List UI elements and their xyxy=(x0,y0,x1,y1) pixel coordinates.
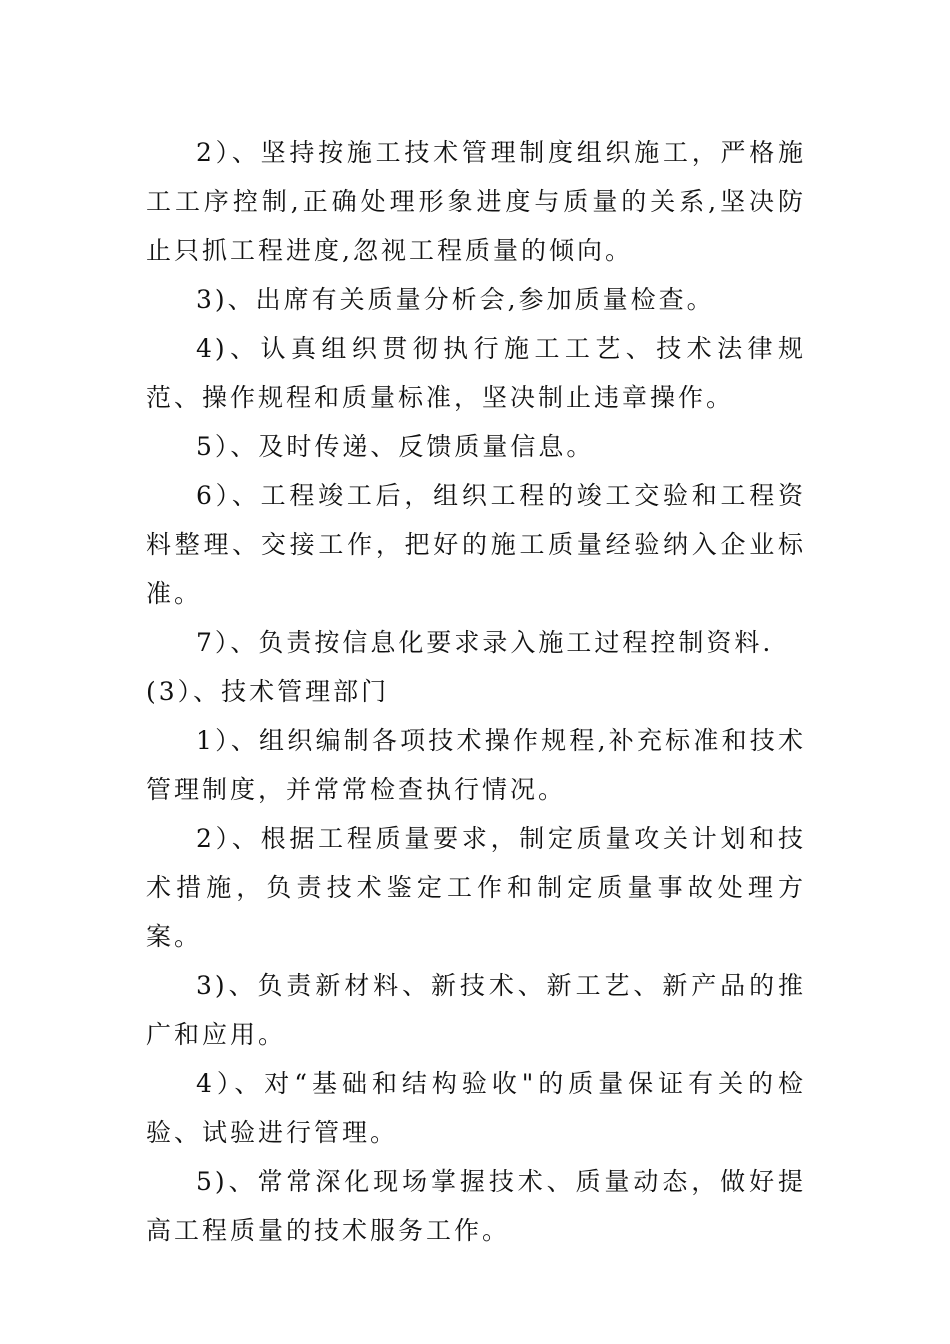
tech-item-3: 3)、负责新材料、新技术、新工艺、新产品的推广和应用。 xyxy=(146,971,806,1049)
tech-item-1: 1）、组织编制各项技术操作规程,补充标准和技术管理制度，并常常检查执行情况。 xyxy=(146,726,806,804)
tech-item-5: 5)、常常深化现场掌握技术、质量动态，做好提高工程质量的技术服务工作。 xyxy=(146,1167,806,1245)
tech-item-2: 2）、根据工程质量要求，制定质量攻关计划和技术措施，负责技术鉴定工作和制定质量事故处理方案。 xyxy=(146,824,806,951)
paragraph-item-5: 5）、及时传递、反馈质量信息。 xyxy=(196,432,595,461)
paragraph-item-7: 7）、负责按信息化要求录入施工过程控制资料. xyxy=(196,628,774,657)
section-heading-tech-dept: (3）、技术管理部门 xyxy=(146,677,390,706)
paragraph-item-2: 2）、坚持按施工技术管理制度组织施工，严格施工工序控制,正确处理形象进度与质量的关系,坚决防止只抓工程进度,忽视工程质量的倾向。 xyxy=(146,138,806,265)
tech-item-4: 4）、对“基础和结构验收"的质量保证有关的检验、试验进行管理。 xyxy=(146,1069,806,1147)
paragraph-item-3: 3)、出席有关质量分析会,参加质量检查。 xyxy=(196,285,715,314)
paragraph-item-6: 6）、工程竣工后，组织工程的竣工交验和工程资料整理、交接工作，把好的施工质量经验纳入企业标准。 xyxy=(146,481,806,608)
paragraph-item-4: 4)、认真组织贯彻执行施工工艺、技术法律规范、操作规程和质量标准，坚决制止违章操作。 xyxy=(146,334,806,412)
document-body xyxy=(146,128,806,1255)
